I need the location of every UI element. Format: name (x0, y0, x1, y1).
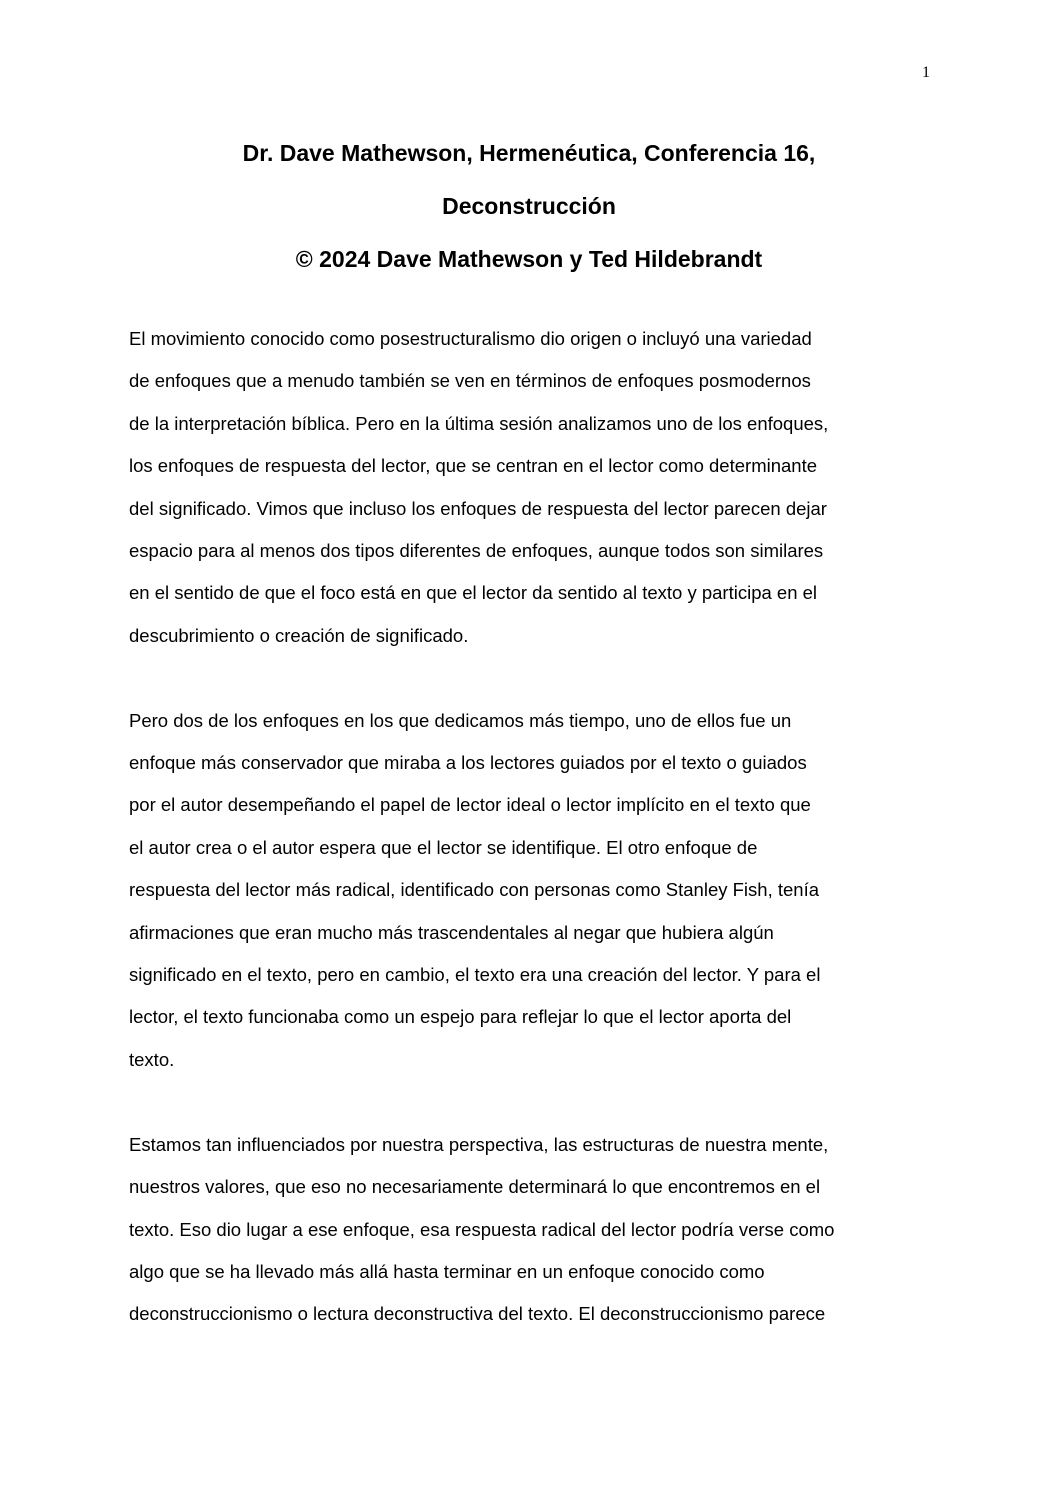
text-line: de enfoques que a menudo también se ven en términos de enfoques posmodernos (129, 370, 811, 392)
text-line: espacio para al menos dos tipos diferentes de enfoques, aunque todos son similares (129, 540, 824, 562)
text-line: el autor crea o el autor espera que el lector se identifique. El otro enfoque de (129, 836, 758, 858)
text-line: deconstruccionismo o lectura deconstructiva del texto. El deconstruccionismo parece (129, 1303, 826, 1325)
paragraph-3 (129, 1124, 939, 1336)
text-line: texto. (129, 1048, 175, 1070)
text-line: los enfoques de respuesta del lector, que se centran en el lector como determinante (129, 455, 818, 477)
body-text (129, 318, 939, 1378)
text-line: El movimiento conocido como posestructuralismo dio origen o incluyó una variedad (129, 328, 812, 349)
title-line-3: © 2024 Dave Mathewson y Ted Hildebrandt (295, 246, 763, 272)
text-line: Estamos tan influenciados por nuestra perspectiva, las estructuras de nuestra mente, (129, 1133, 829, 1155)
text-line: lector, el texto funcionaba como un espejo para reflejar lo que el lector aporta del (129, 1006, 792, 1028)
paragraph-2 (129, 700, 939, 1082)
title-line-2: Deconstrucción (442, 193, 616, 219)
text-line: en el sentido de que el foco está en que el lector da sentido al texto y participa en el (129, 582, 818, 604)
text-line: significado en el texto, pero en cambio, el texto era una creación del lector. Y para el (129, 964, 821, 986)
text-line: algo que se ha llevado más allá hasta terminar en un enfoque conocido como (129, 1260, 765, 1282)
text-line: nuestros valores, que eso no necesariamente determinará lo que encontremos en el (129, 1176, 821, 1198)
text-line: por el autor desempeñando el papel de lector ideal o lector implícito en el texto que (129, 794, 811, 816)
text-line: respuesta del lector más radical, identificado con personas como Stanley Fish, tenía (129, 879, 820, 901)
text-line: afirmaciones que eran mucho más trascendentales al negar que hubiera algún (129, 921, 774, 943)
text-line: Pero dos de los enfoques en los que dedicamos más tiempo, uno de ellos fue un (129, 709, 792, 731)
title-line-1: Dr. Dave Mathewson, Hermenéutica, Conferencia 16, (242, 140, 816, 166)
text-line: de la interpretación bíblica. Pero en la última sesión analizamos uno de los enfoques, (129, 412, 829, 434)
paragraph-1 (129, 318, 939, 657)
page-number: 1 (922, 64, 930, 81)
text-line: descubrimiento o creación de significado. (129, 624, 469, 646)
text-line: del significado. Vimos que incluso los enfoques de respuesta del lector parecen dejar (129, 497, 827, 519)
text-line: texto. Eso dio lugar a ese enfoque, esa respuesta radical del lector podría verse como (129, 1218, 835, 1240)
document-title (100, 127, 958, 286)
text-line: enfoque más conservador que miraba a los lectores guiados por el texto o guiados (129, 752, 807, 774)
